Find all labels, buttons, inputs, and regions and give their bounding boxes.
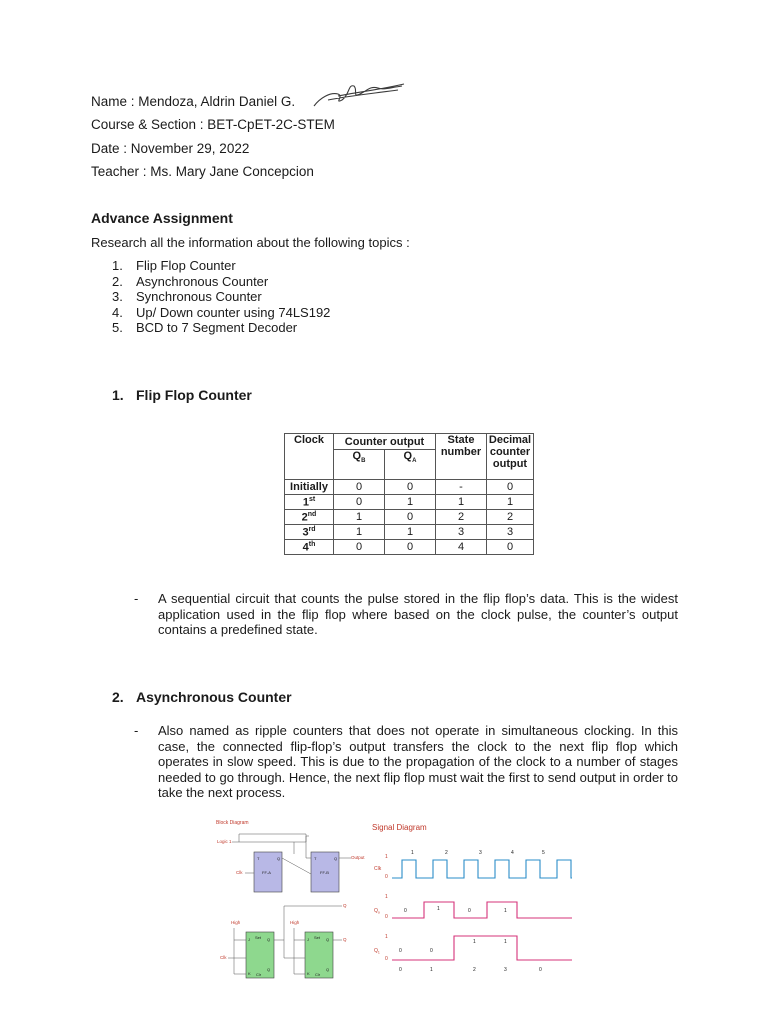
svg-text:J: J xyxy=(248,937,250,942)
svg-text:Set: Set xyxy=(314,935,321,940)
svg-text:1: 1 xyxy=(385,894,388,900)
svg-text:Clk: Clk xyxy=(374,866,382,872)
list-item: 1. Flip Flop Counter xyxy=(112,258,236,273)
list-item: 4. Up/ Down counter using 74LS192 xyxy=(112,305,331,320)
section1-text: A sequential circuit that counts the pulse stored in the flip flop’s data. This is the widest application used in the flip flop where based on the clock pulse, the counter’s output contains a predefined state. xyxy=(158,591,678,637)
clock-waveform xyxy=(392,860,572,878)
svg-text:FF-A: FF-A xyxy=(262,870,271,875)
svg-text:1: 1 xyxy=(437,906,440,912)
count-value: 1 xyxy=(430,967,433,973)
svg-text:Q1: $Q_1$ xyxy=(374,948,380,955)
svg-text:0: 0 xyxy=(404,908,407,914)
svg-text:0: 0 xyxy=(399,948,402,954)
col-counter-output: Counter output xyxy=(334,434,436,450)
count-value: 0 xyxy=(539,967,542,973)
section2-text: Also named as ripple counters that does not operate in simultaneous clocking. In this case, the connected flip-flop’s output transfers the clock to the next flip flop which operates in slow speed. This is due to the propagation of the clock to a number of stages needed to go through. Hence, the next flip flop must wait the first to send output in order to take the next process. xyxy=(158,723,678,800)
teacher: Teacher : Ms. Mary Jane Concepcion xyxy=(91,164,314,179)
col-state: State number xyxy=(436,434,487,480)
svg-text:Q: Q xyxy=(326,937,330,942)
svg-text:T: T xyxy=(257,856,260,861)
list-item: 2. Asynchronous Counter xyxy=(112,274,269,289)
svg-text:Clk: Clk xyxy=(220,955,227,960)
svg-text:Clk: Clk xyxy=(236,870,243,875)
svg-text:Qo: $Q_o$ xyxy=(374,908,380,915)
col-clock: Clock xyxy=(285,434,334,480)
svg-text:0: 0 xyxy=(385,956,388,962)
section2-heading: 2. Asynchronous Counter xyxy=(112,689,292,705)
svg-text:K: K xyxy=(248,971,251,976)
table-row: Initially 0 0 - 0 xyxy=(285,480,534,495)
pulse-number: 5 xyxy=(542,850,545,856)
col-decimal: Decimal counter output xyxy=(487,434,534,480)
svg-text:Q: Q xyxy=(343,937,347,942)
svg-text:Clr: Clr xyxy=(315,972,321,977)
course-section: Course & Section : BET-CpET-2C-STEM xyxy=(91,117,335,132)
q0-waveform xyxy=(392,902,572,918)
svg-text:1: 1 xyxy=(385,854,388,860)
svg-text:1: 1 xyxy=(504,908,507,914)
svg-text:High: High xyxy=(231,920,241,925)
block-diagram-title: Block Diagram xyxy=(216,820,249,826)
pulse-number: 4 xyxy=(511,850,514,856)
assignment-title: Advance Assignment xyxy=(91,210,233,226)
svg-text:1: 1 xyxy=(504,939,507,945)
svg-text:1: 1 xyxy=(385,934,388,940)
ripple-counter-figure xyxy=(214,814,574,984)
svg-text:0: 0 xyxy=(430,948,433,954)
flip-flop-table xyxy=(284,433,534,555)
svg-text:Q: Q xyxy=(334,856,338,861)
col-qb: $Q_B$ xyxy=(334,450,385,480)
pulse-number: 2 xyxy=(445,850,448,856)
svg-text:0: 0 xyxy=(385,914,388,920)
table-row: 1st 0 1 1 1 xyxy=(285,495,534,510)
list-item: 5. BCD to 7 Segment Decoder xyxy=(112,320,298,335)
table-row: 4th 0 0 4 0 xyxy=(285,540,534,555)
table-row: 2nd 1 0 2 2 xyxy=(285,510,534,525)
count-value: 0 xyxy=(399,967,402,973)
svg-text:High: High xyxy=(290,920,300,925)
bullet-dash: - xyxy=(134,723,139,738)
signal-diagram-title: Signal Diagram xyxy=(372,823,427,832)
svg-text:Output: Output xyxy=(351,855,365,860)
count-value: 2 xyxy=(473,967,476,973)
svg-text:FF-B: FF-B xyxy=(320,870,329,875)
svg-text:Q: Q xyxy=(267,967,271,972)
pulse-number: 3 xyxy=(479,850,482,856)
date: Date : November 29, 2022 xyxy=(91,141,250,156)
section1-heading: 1. Flip Flop Counter xyxy=(112,387,252,403)
svg-text:Set: Set xyxy=(255,935,262,940)
svg-text:Q: Q xyxy=(267,937,271,942)
svg-text:0: 0 xyxy=(385,874,388,880)
svg-text:Logic 1: Logic 1 xyxy=(217,839,232,844)
bullet-dash: - xyxy=(134,591,139,606)
col-qa: $Q_A$ xyxy=(385,450,436,480)
svg-text:Q: Q xyxy=(343,903,347,908)
svg-text:Clr: Clr xyxy=(256,972,262,977)
svg-text:K: K xyxy=(307,971,310,976)
count-value: 3 xyxy=(504,967,507,973)
table-row: 3rd 1 1 3 3 xyxy=(285,525,534,540)
svg-text:T: T xyxy=(314,856,317,861)
svg-text:Q: Q xyxy=(326,967,330,972)
assignment-intro: Research all the information about the following topics : xyxy=(91,235,410,250)
svg-text:1: 1 xyxy=(473,939,476,945)
svg-text:Q: Q xyxy=(277,856,281,861)
pulse-number: 1 xyxy=(411,850,414,856)
q1-waveform xyxy=(392,936,572,960)
svg-text:J: J xyxy=(307,937,309,942)
svg-text:0: 0 xyxy=(468,908,471,914)
signature-image xyxy=(308,78,408,112)
list-item: 3. Synchronous Counter xyxy=(112,289,262,304)
student-name: Name : Mendoza, Aldrin Daniel G. xyxy=(91,94,296,109)
